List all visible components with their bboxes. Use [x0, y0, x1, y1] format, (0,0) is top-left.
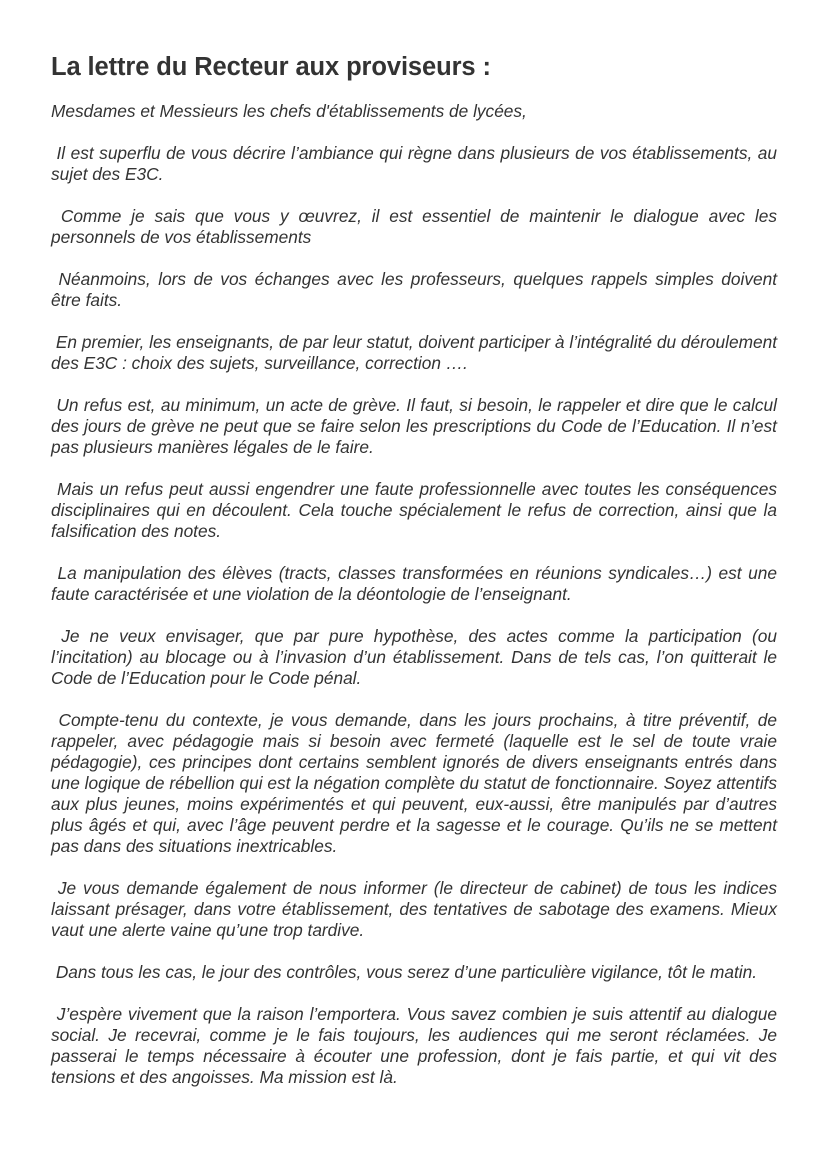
letter-paragraph: Dans tous les cas, le jour des contrôles, vous serez d’une particulière vigilance, tôt le matin. [51, 962, 758, 982]
letter-title: La lettre du Recteur aux proviseurs : [51, 53, 491, 81]
letter-paragraph: Mais un refus peut aussi engendrer une faute professionnelle avec toutes les conséquences disciplinaires qui en découlent. Cela touche spécialement le refus de correction, ainsi que la falsification des notes. [51, 479, 782, 541]
letter-paragraph: Je ne veux envisager, que par pure hypothèse, des actes comme la participation (ou l’incitation) au blocage ou à l’invasion d’un établissement. Dans de tels cas, l’on quitterait le Code de l’Education pour le Code pénal. [51, 626, 782, 688]
letter-page [51, 0, 782, 1088]
letter-paragraph: Je vous demande également de nous informer (le directeur de cabinet) de tous les indices laissant présager, dans votre établissement, des tentatives de sabotage des examens. Mieux vaut une alerte vaine qu’une trop tardive. [51, 878, 782, 940]
letter-greeting: Mesdames et Messieurs les chefs d'établissements de lycées, [51, 101, 527, 121]
letter-paragraph: Comme je sais que vous y œuvrez, il est essentiel de maintenir le dialogue avec les personnels de vos établissements [51, 206, 782, 247]
letter-paragraph: J’espère vivement que la raison l’emportera. Vous savez combien je suis attentif au dialogue social. Je recevrai, comme je le fais toujours, les audiences qui me seront réclamées. Je passerai le temps nécessaire à écouter une profession, dont je fais partie, et qui vit des tensions et des angoisses. Ma mission est là. [51, 1004, 782, 1087]
letter-paragraph: Compte-tenu du contexte, je vous demande, dans les jours prochains, à titre préventif, de rappeler, avec pédagogie mais si besoin avec fermeté (laquelle est le sel de toute vraie pédagogie), ces principes dont certains semblent ignorés de divers enseignants entrés dans une logique de rébellion qui est la négation complète du statut de fonctionnaire. Soyez attentifs aux plus jeunes, moins expérimentés et qui peuvent, eux-aussi, être manipulés par d’autres plus âgés et qui, avec l’âge peuvent perdre et la sagesse et le courage. Qu’ils ne se mettent pas dans des situations inextricables. [51, 710, 782, 856]
letter-paragraph: En premier, les enseignants, de par leur statut, doivent participer à l’intégralité du déroulement des E3C : choix des sujets, surveillance, correction …. [51, 332, 782, 373]
letter-paragraph: La manipulation des élèves (tracts, classes transformées en réunions syndicales…) est une faute caractérisée et une violation de la déontologie de l’enseignant. [51, 563, 782, 604]
letter-paragraph: Un refus est, au minimum, un acte de grève. Il faut, si besoin, le rappeler et dire que le calcul des jours de grève ne peut que se faire selon les prescriptions du Code de l’Education. Il n’est pas plusieurs manières légales de le faire. [51, 395, 782, 457]
letter-paragraph: Néanmoins, lors de vos échanges avec les professeurs, quelques rappels simples doivent être faits. [51, 269, 782, 310]
letter-paragraph: Il est superflu de vous décrire l’ambiance qui règne dans plusieurs de vos établissements, au sujet des E3C. [51, 143, 782, 184]
